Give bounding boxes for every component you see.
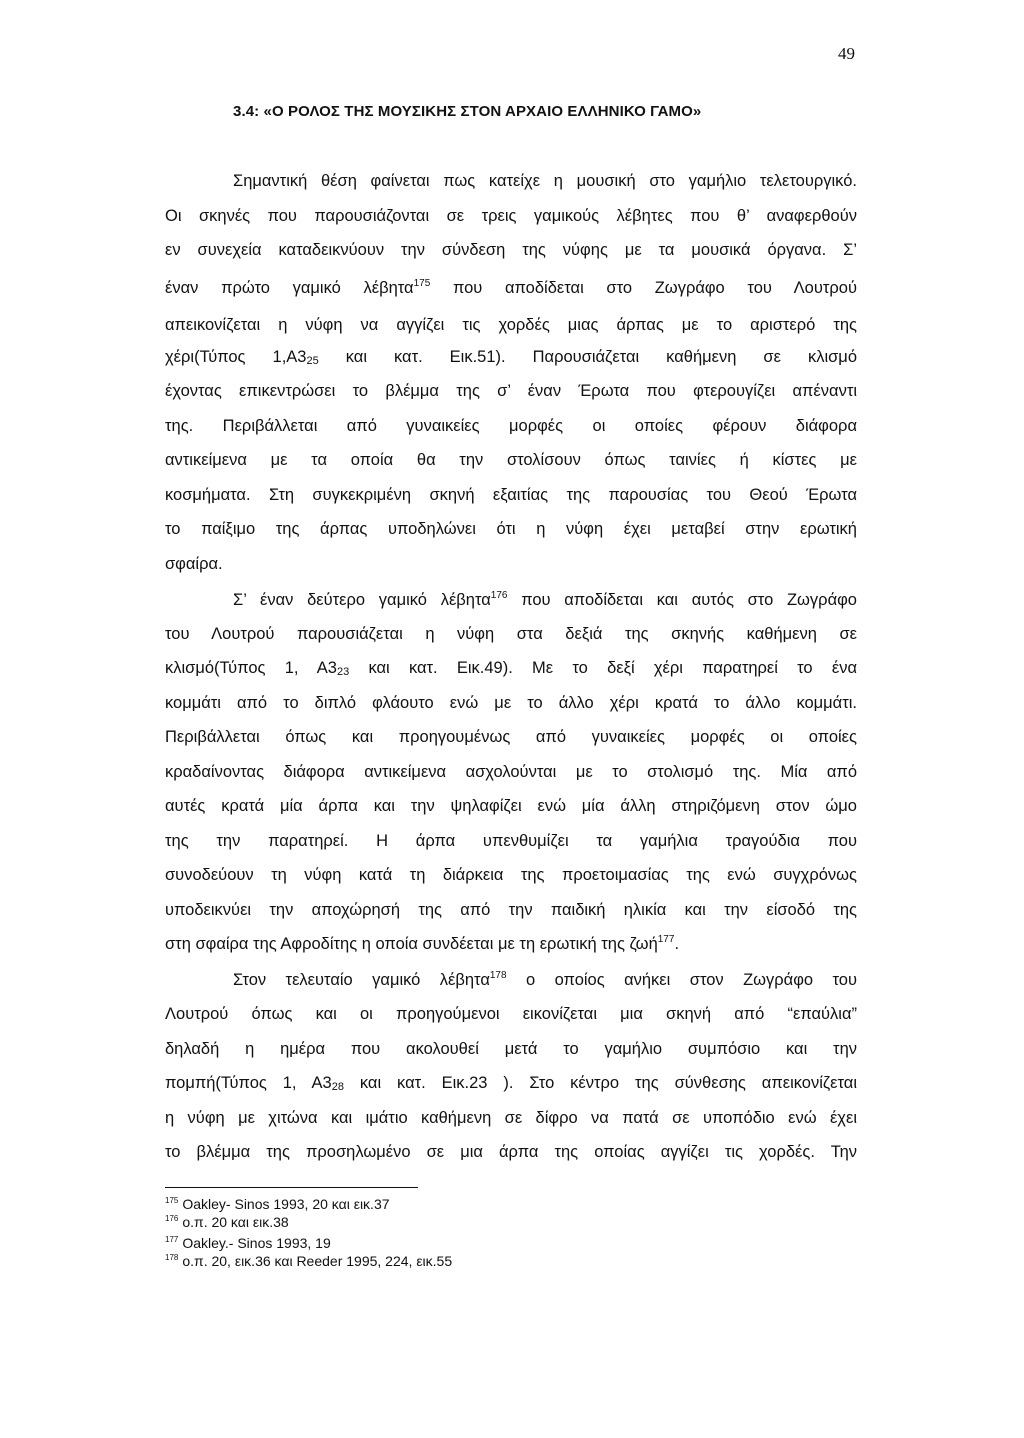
body-line: της την παρατηρεί. Η άρπα υπενθυμίζει τα γαμήλια τραγούδια που (165, 832, 857, 850)
footnote: $^{178}$ ο.π. 20, εικ.36 και Reeder 1995, 224, εικ.55 (165, 1253, 453, 1269)
body-line: σφαίρα. (165, 555, 223, 573)
body-line: Λουτρού όπως και οι προηγούμενοι εικονίζεται μια σκηνή από “επαύλια” (165, 1005, 857, 1023)
footnote: $^{177}$ Oakley.- Sinos 1993, 19 (165, 1235, 331, 1251)
body-line: εν συνεχεία καταδεικνύουν την σύνδεση της νύφης με τα μουσικά όργανα. Σ’ (165, 241, 857, 259)
body-line: δηλαδή η ημέρα που ακολουθεί μετά το γαμήλιο συμπόσιο και την (165, 1040, 857, 1058)
section-title: «Ο ΡΟΛΟΣ ΤΗΣ ΜΟΥΣΙΚΗΣ ΣΤΟΝ ΑΡΧΑΙΟ ΕΛΛΗΝΙΚΟ ΓΑΜΟ» (263, 103, 702, 120)
body-line: της. Περιβάλλεται από γυναικείες μορφές οι οποίες φέρουν διάφορα (165, 417, 857, 435)
body-line: η νύφη με χιτώνα και ιμάτιο καθήμενη σε δίφρο να πατά σε υποπόδιο ενώ έχει (165, 1109, 857, 1127)
body-line: του Λουτρού παρουσιάζεται η νύφη στα δεξιά της σκηνής καθήμενη σε (165, 625, 857, 643)
footnote-separator (165, 1187, 418, 1188)
body-line: υποδεικνύει την αποχώρησή της από την παιδική ηλικία και την είσοδό της (165, 901, 857, 919)
body-line: απεικονίζεται η νύφη να αγγίζει τις χορδές μιας άρπας με το αριστερό της (165, 316, 857, 334)
body-line: έχοντας επικεντρώσει το βλέμμα της σ’ έναν Έρωτα που φτερουγίζει απέναντι (165, 382, 857, 400)
body-line: αντικείμενα με τα οποία θα την στολίσουν όπως ταινίες ή κίστες με (165, 451, 857, 469)
footnote-ref: 176 (490, 590, 508, 601)
body-line: Περιβάλλεται όπως και προηγουμένως από γυναικείες μορφές οι οποίες (165, 728, 857, 746)
body-line: έναν πρώτο γαμικό λέβητα$^{175}$ που αποδίδεται στο Ζωγράφο του Λουτρού (165, 278, 857, 297)
body-line: συνοδεύουν τη νύφη κατά τη διάρκεια της προετοιμασίας της ενώ συγχρόνως (165, 866, 857, 884)
body-line: στη σφαίρα της Αφροδίτης η οποία συνδέεται με τη ερωτική της ζωή$^{177}$. (165, 934, 680, 953)
body-line: κοσμήματα. Στη συγκεκριμένη σκηνή εξαιτίας της παρουσίας του Θεού Έρωτα (165, 486, 857, 504)
footnote-ref: 178 (489, 970, 507, 981)
body-line: κραδαίνοντας διάφορα αντικείμενα ασχολούνται με το στολισμό της. Μία από (165, 763, 857, 781)
section-heading (233, 103, 701, 120)
body-line: Σημαντική θέση φαίνεται πως κατείχε η μουσική στο γαμήλιο τελετουργικό. (233, 172, 857, 190)
body-line: το βλέμμα της προσηλωμένο σε μια άρπα της οποίας αγγίζει τις χορδές. Την (165, 1143, 857, 1161)
footnote-ref: 175 (413, 278, 431, 289)
body-line: χέρι(Τύπος $1,A3_{25}$ και κατ. Εικ.51). Παρουσιάζεται καθήμενη σε κλισμό (165, 348, 857, 367)
body-line: Οι σκηνές που παρουσιάζονται σε τρεις γαμικούς λέβητες που θ’ αναφερθούν (165, 207, 857, 225)
body-line: το παίξιμο της άρπας υποδηλώνει ότι η νύφη έχει μεταβεί στην ερωτική (165, 520, 857, 538)
body-line: αυτές κρατά μία άρπα και την ψηλαφίζει ενώ μία άλλη στηριζόμενη στον ώμο (165, 797, 857, 815)
footnote-mark: 176 (165, 1214, 179, 1223)
body-line: Στον τελευταίο γαμικό λέβητα$^{178}$ ο οποίος ανήκει στον Ζωγράφο του (233, 970, 858, 989)
section-number: 3.4: (233, 103, 264, 120)
body-line: κομμάτι από το διπλό φλάουτο ενώ με το άλλο χέρι κρατά το άλλο κομμάτι. (165, 694, 857, 712)
page-number: 49 (838, 44, 855, 63)
body-line: πομπή(Τύπος 1, $A3_{28}$ και κατ. Εικ.23 ). Στο κέντρο της σύνθεσης απεικονίζεται (165, 1074, 857, 1093)
footnote-mark: 175 (165, 1196, 179, 1205)
footnote-mark: 178 (165, 1253, 179, 1262)
footnote-mark: 177 (165, 1235, 179, 1244)
body-line: κλισμό(Τύπος 1, $A3_{23}$ και κατ. Εικ.49). Με το δεξί χέρι παρατηρεί το ένα (165, 659, 857, 678)
footnote: $^{175}$ Oakley- Sinos 1993, 20 και εικ.37 (165, 1196, 390, 1212)
footnote-ref: 177 (657, 934, 675, 945)
body-line: Σ’ έναν δεύτερο γαμικό λέβητα$^{176}$ που αποδίδεται και αυτός στο Ζωγράφο (233, 590, 857, 609)
footnote: $^{176}$ ο.π. 20 και εικ.38 (165, 1214, 289, 1230)
